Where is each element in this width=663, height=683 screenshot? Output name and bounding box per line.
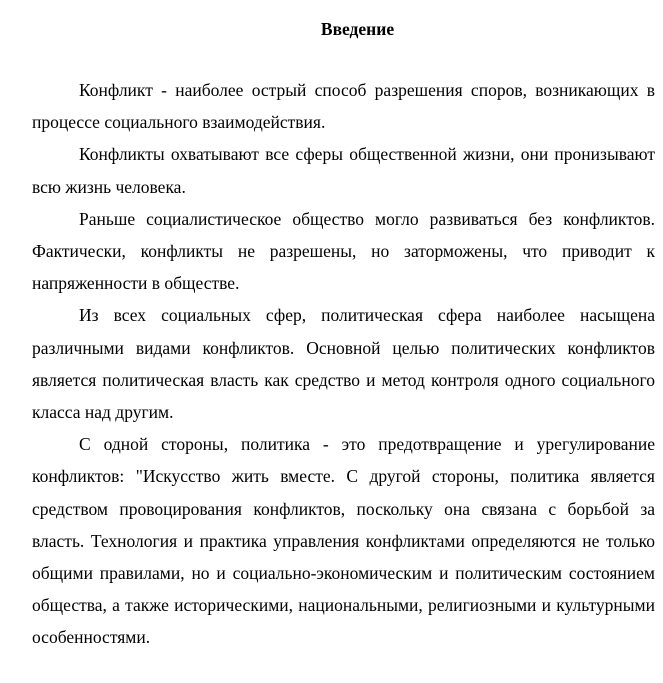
paragraph-2: Конфликты охватывают все сферы общественной жизни, они пронизывают всю жизнь человека.: [32, 144, 655, 197]
paragraph-5: С одной стороны, политика - это предотвращение и урегулирование конфликтов: "Искусство жить вместе. С другой стороны, политика является средством провоцирования конфликтов, поскольку она связана с борьбой за власть. Технология и практика управления конфликтами определяются не только общими правилами, но и социально-экономическим и политическим состоянием общества, а также историческими, национальными, религиозными и культурными особенностями.: [32, 434, 655, 648]
paragraph-4: Из всех социальных сфер, политическая сфера наиболее насыщена различными видами конфликтов. Основной целью политических конфликтов является политическая власть как средство и метод контроля одного социального класса над другим.: [32, 305, 655, 423]
paragraph-3: Раньше социалистическое общество могло развиваться без конфликтов. Фактически, конфликты не разрешены, но заторможены, что приводит к напряженности в обществе.: [32, 208, 655, 294]
paragraph-1: Конфликт - наиболее острый способ разрешения споров, возникающих в процессе социального взаимодействия.: [32, 80, 655, 133]
document-title: Введение: [320, 19, 395, 39]
